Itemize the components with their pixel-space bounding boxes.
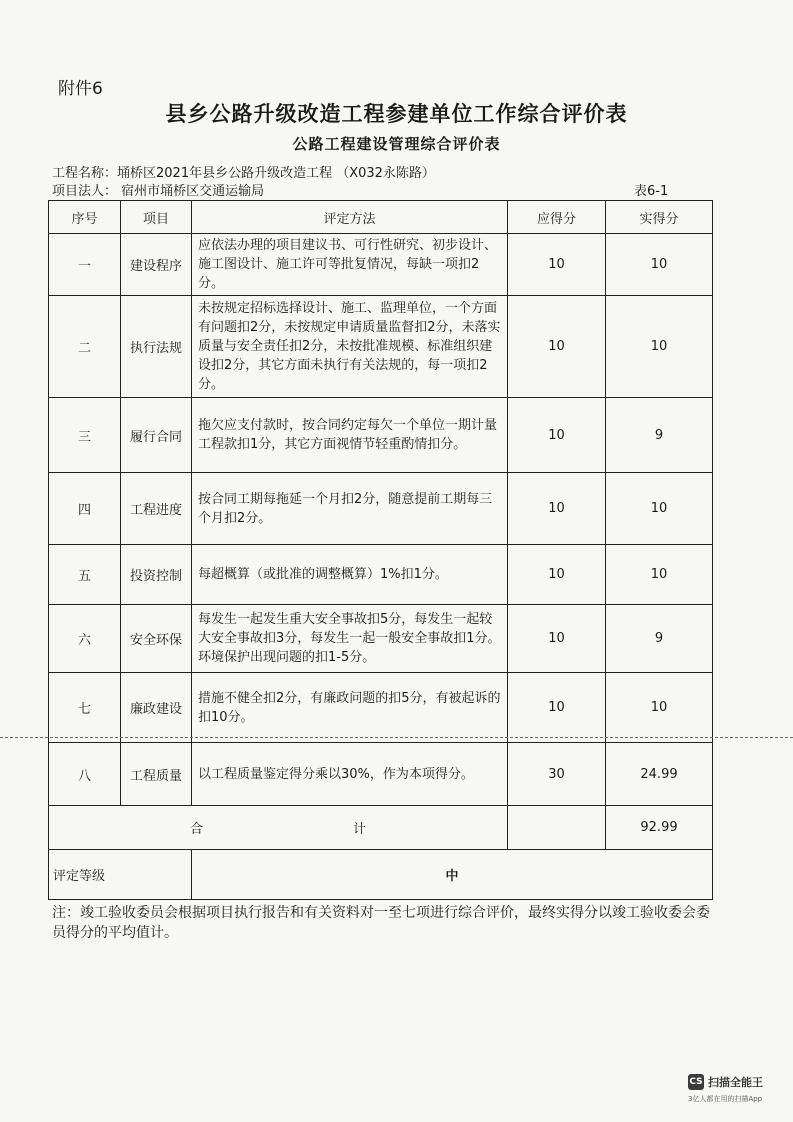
- row-item: 安全环保: [121, 605, 192, 673]
- total-empty-cell: [508, 806, 606, 850]
- col-header-no: 序号: [49, 201, 121, 234]
- total-score: 92.99: [606, 806, 713, 850]
- row-method: 未按规定招标选择设计、施工、监理单位，一个方面有问题扣2分，未按规定申请质量监督扣2分，未落实质量与安全责任扣2分，未按批准规模、标准组织建设扣2分，其它方面未执行有关法规的，每一项扣2分。: [192, 296, 508, 398]
- project-owner: 项目法人： 宿州市埇桥区交通运输局: [52, 184, 265, 199]
- table-row: [49, 398, 713, 473]
- row-actual-score: 10: [606, 545, 713, 605]
- row-item: 工程进度: [121, 473, 192, 545]
- row-max-score: 10: [508, 605, 606, 673]
- document-subtitle: 公路工程建设管理综合评价表: [292, 135, 501, 153]
- scan-fold-line: [0, 737, 793, 738]
- col-header-method: 评定方法: [192, 201, 508, 234]
- row-actual-score: 10: [606, 234, 713, 296]
- row-method: 每发生一起发生重大安全事故扣5分，每发生一起较大安全事故扣3分，每发生一起一般安全事故扣1分。环境保护出现问题的扣1-5分。: [192, 605, 508, 673]
- table-row: [49, 473, 713, 545]
- grade-row: [49, 850, 713, 900]
- table-row: [49, 743, 713, 806]
- row-method: 按合同工期每拖延一个月扣2分，随意提前工期每三个月扣2分。: [192, 473, 508, 545]
- row-item: 工程质量: [121, 743, 192, 806]
- table-header-row: [49, 201, 713, 234]
- row-item: 廉政建设: [121, 673, 192, 743]
- attachment-label: 附件6: [58, 79, 103, 99]
- grade-value: 中: [192, 850, 713, 900]
- row-actual-score: 9: [606, 605, 713, 673]
- total-row: [49, 806, 713, 850]
- row-no: 六: [49, 605, 121, 673]
- row-actual-score: 10: [606, 296, 713, 398]
- row-no: 一: [49, 234, 121, 296]
- row-max-score: 10: [508, 473, 606, 545]
- grade-label: 评定等级: [49, 850, 192, 900]
- row-item: 执行法规: [121, 296, 192, 398]
- table-row: [49, 296, 713, 398]
- row-max-score: 10: [508, 545, 606, 605]
- total-label-part2: 计: [353, 822, 367, 837]
- row-no: 八: [49, 743, 121, 806]
- row-method: 应依法办理的项目建议书、可行性研究、初步设计、施工图设计、施工许可等批复情况，每缺一项扣2分。: [192, 234, 508, 296]
- col-header-actual-score: 实得分: [606, 201, 713, 234]
- total-label-part1: 合: [189, 822, 203, 837]
- row-method: 以工程质量鉴定得分乘以30%，作为本项得分。: [192, 743, 508, 806]
- table-row: [49, 605, 713, 673]
- table-number: 表6-1: [634, 184, 669, 199]
- col-header-max-score: 应得分: [508, 201, 606, 234]
- row-actual-score: 10: [606, 673, 713, 743]
- row-method: 拖欠应支付款时，按合同约定每欠一个单位一期计量工程款扣1分，其它方面视情节轻重酌情扣分。: [192, 398, 508, 473]
- row-item: 履行合同: [121, 398, 192, 473]
- row-no: 四: [49, 473, 121, 545]
- row-no: 三: [49, 398, 121, 473]
- project-name: 工程名称：埇桥区2021年县乡公路升级改造工程 （X032永陈路）: [52, 166, 435, 181]
- row-max-score: 30: [508, 743, 606, 806]
- row-max-score: 10: [508, 673, 606, 743]
- camscanner-logo-icon: CS: [688, 1074, 704, 1090]
- row-method: 措施不健全扣2分，有廉政问题的扣5分，有被起诉的扣10分。: [192, 673, 508, 743]
- watermark-tagline: 3亿人都在用的扫描App: [688, 1095, 763, 1103]
- table-row: [49, 545, 713, 605]
- document-title: 县乡公路升级改造工程参建单位工作综合评价表: [165, 102, 628, 126]
- row-max-score: 10: [508, 398, 606, 473]
- footnote: 注：竣工验收委员会根据项目执行报告和有关资料对一至七项进行综合评价，最终实得分以竣工验收委会委员得分的平均值计。: [52, 905, 710, 941]
- row-no: 二: [49, 296, 121, 398]
- row-actual-score: 24.99: [606, 743, 713, 806]
- row-method: 每超概算（或批准的调整概算）1%扣1分。: [192, 545, 508, 605]
- row-item: 投资控制: [121, 545, 192, 605]
- total-label: [49, 806, 508, 850]
- row-no: 七: [49, 673, 121, 743]
- table-row: [49, 673, 713, 743]
- row-max-score: 10: [508, 296, 606, 398]
- row-no: 五: [49, 545, 121, 605]
- watermark-name: 扫描全能王: [708, 1076, 763, 1089]
- row-actual-score: 10: [606, 473, 713, 545]
- row-actual-score: 9: [606, 398, 713, 473]
- table-row: [49, 234, 713, 296]
- evaluation-table: [48, 200, 713, 900]
- col-header-item: 项目: [121, 201, 192, 234]
- row-max-score: 10: [508, 234, 606, 296]
- row-item: 建设程序: [121, 234, 192, 296]
